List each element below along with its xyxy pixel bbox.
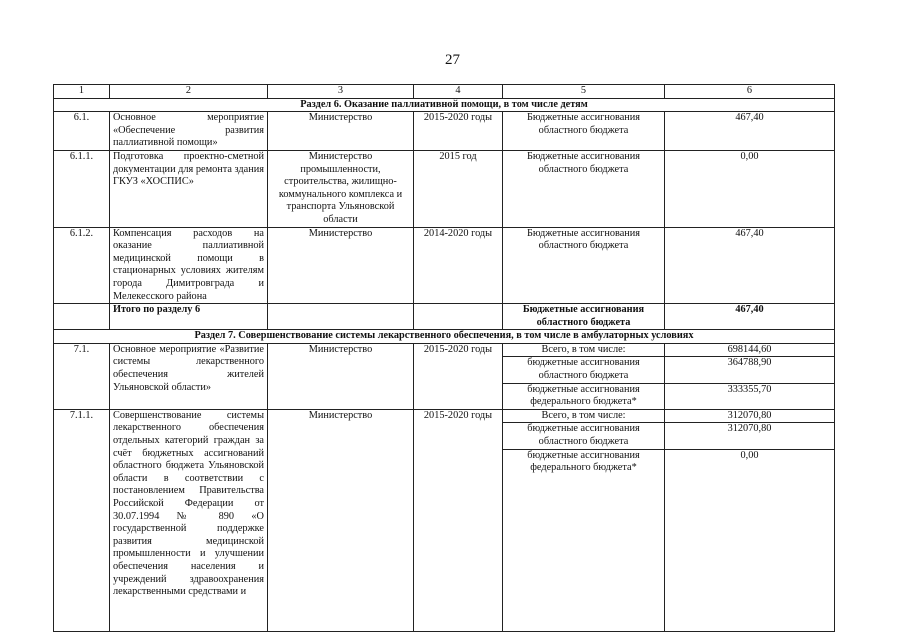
executor: Министерство (268, 227, 414, 304)
measure-name: Основное мероприятие «Обеспечение развития паллиативной помощи» (110, 112, 268, 151)
section-7-title-row (54, 330, 835, 344)
executor: Министерство (268, 409, 414, 631)
section-6-title-row (54, 98, 835, 112)
total-label: Итого по разделу 6 (110, 304, 268, 330)
budget-table (53, 84, 835, 632)
row-number: 6.1. (54, 112, 110, 151)
amount: 0,00 (665, 449, 835, 631)
measure-name: Компенсация расходов на оказание паллиативной медицинской помощи в стационарных условиях жителям города Димитровграда и Мелекесского района (110, 227, 268, 304)
measure-name: Основное мероприятие «Развитие системы лекарственного обеспечения жителей Ульяновской области» (110, 343, 268, 409)
column-header: 3 (268, 85, 414, 99)
amount: 333355,70 (665, 383, 835, 409)
page-number: 27 (445, 52, 460, 68)
row-number: 7.1. (54, 343, 110, 409)
period: 2014-2020 годы (414, 227, 503, 304)
funding-source: Бюджетные ассигнования областного бюджета (503, 112, 665, 151)
empty-cell (54, 304, 110, 330)
empty-cell (414, 304, 503, 330)
period: 2015 год (414, 150, 503, 227)
column-header: 2 (110, 85, 268, 99)
funding-source: Бюджетные ассигнования областного бюджета (503, 150, 665, 227)
funding-source: Всего, в том числе: (503, 343, 665, 357)
funding-source: бюджетные ассигнования областного бюджета (503, 357, 665, 383)
section-6-total-row (54, 304, 835, 330)
executor: Министерство промышленности, строительства, жилищно-коммунального комплекса и транспорта Ульяновской области (268, 150, 414, 227)
row-number: 6.1.2. (54, 227, 110, 304)
table-row (54, 150, 835, 227)
row-number: 6.1.1. (54, 150, 110, 227)
period: 2015-2020 годы (414, 112, 503, 151)
row-number: 7.1.1. (54, 409, 110, 631)
amount: 467,40 (665, 304, 835, 330)
measure-name: Подготовка проектно-сметной документации для ремонта здания ГКУЗ «ХОСПИС» (110, 150, 268, 227)
table-row (54, 227, 835, 304)
amount: 698144,60 (665, 343, 835, 357)
column-header: 5 (503, 85, 665, 99)
period: 2015-2020 годы (414, 409, 503, 631)
amount: 467,40 (665, 227, 835, 304)
measure-name: Совершенствование системы лекарственного обеспечения отдельных категорий граждан за счёт бюджетных ассигнований областного бюджета Ульяновской области в соответствии с постановлением Правительства Российской Федерации от 30.07.1994 № 890 «О государственной поддержке развития медицинской промышленности и улучшении обеспечения населения и учреждений здравоохранения лекарственными средствами и (110, 409, 268, 631)
empty-cell (268, 304, 414, 330)
column-header: 6 (665, 85, 835, 99)
amount: 364788,90 (665, 357, 835, 383)
funding-source: бюджетные ассигнования областного бюджета (503, 423, 665, 449)
executor: Министерство (268, 112, 414, 151)
executor: Министерство (268, 343, 414, 409)
column-header: 4 (414, 85, 503, 99)
funding-source: бюджетные ассигнования федерального бюджета* (503, 449, 665, 631)
amount: 312070,80 (665, 409, 835, 423)
funding-source: Бюджетные ассигнования областного бюджета (503, 304, 665, 330)
funding-source: бюджетные ассигнования федерального бюджета* (503, 383, 665, 409)
table-row (54, 112, 835, 151)
amount: 0,00 (665, 150, 835, 227)
period: 2015-2020 годы (414, 343, 503, 409)
column-header: 1 (54, 85, 110, 99)
funding-source: Всего, в том числе: (503, 409, 665, 423)
table-header-row (54, 85, 835, 99)
amount: 312070,80 (665, 423, 835, 449)
funding-source: Бюджетные ассигнования областного бюджета (503, 227, 665, 304)
amount: 467,40 (665, 112, 835, 151)
table-row (54, 343, 835, 357)
section-title: Раздел 6. Оказание паллиативной помощи, в том числе детям (54, 98, 835, 112)
table-row (54, 409, 835, 423)
section-title: Раздел 7. Совершенствование системы лекарственного обеспечения, в том числе в амбулаторных условиях (54, 330, 835, 344)
